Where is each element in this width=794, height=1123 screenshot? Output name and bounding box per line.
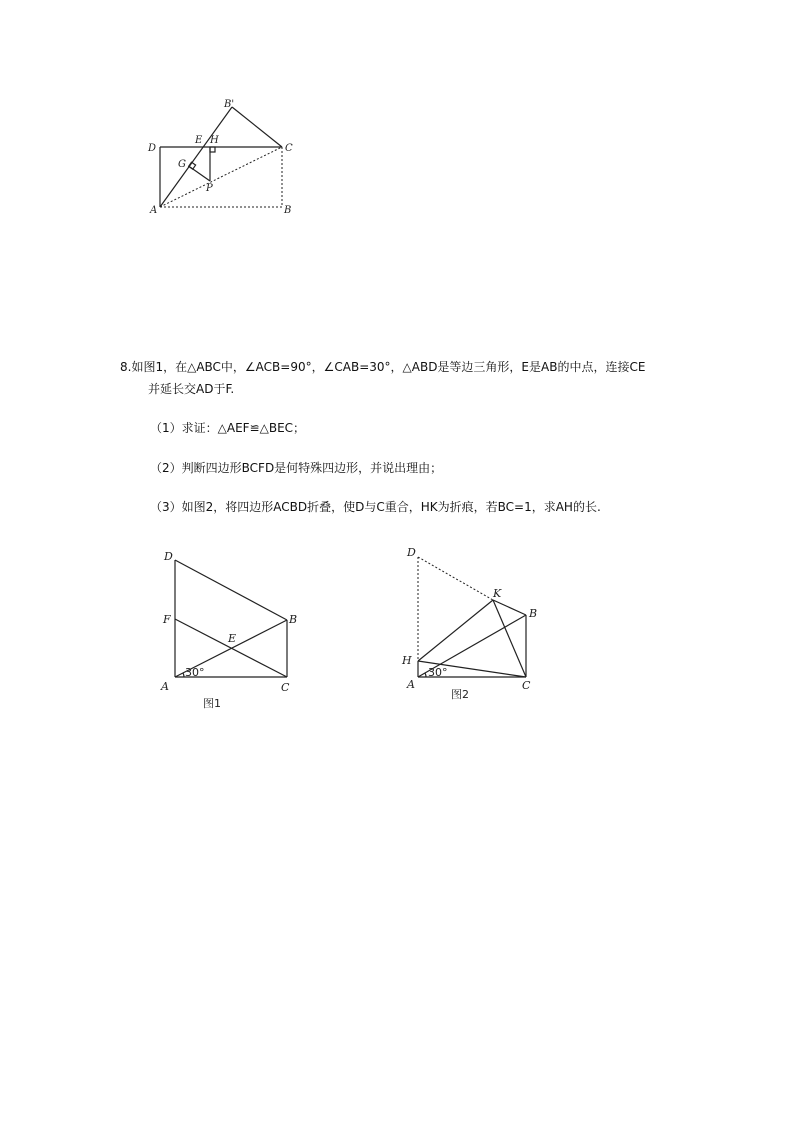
segment-dk-dotted — [418, 557, 493, 600]
point-label-c: C — [522, 679, 531, 692]
point-label-h: H — [402, 654, 412, 667]
angle-label-30: 30° — [428, 666, 448, 679]
point-label-a: A — [150, 205, 158, 216]
point-label-b: B — [284, 205, 292, 216]
segment-kc — [493, 600, 526, 677]
question-stem-line1 — [120, 357, 645, 377]
figure-1-caption: 图1 — [203, 697, 221, 710]
question-stem-line2: 并延长交AD于F. — [148, 382, 235, 396]
point-label-g: G — [178, 159, 186, 170]
point-label-d: D — [407, 546, 416, 559]
point-label-d: D — [148, 143, 157, 154]
question-part1: （1）求证：△AEF≌△BEC； — [150, 421, 306, 435]
question-number: 8. — [120, 360, 132, 374]
segment-ab-prime — [160, 107, 232, 207]
figure-2-caption: 图2 — [451, 688, 469, 701]
point-label-b: B — [289, 613, 298, 626]
question-stem: 如图1，在△ABC中，∠ACB=90°，∠CAB=30°，△ABD是等边三角形，E是AB的中点，连接CE — [131, 360, 646, 374]
question-part3: （3）如图2，将四边形ACBD折叠，使D与C重合，HK为折痕，若BC=1，求AH的长. — [150, 500, 601, 514]
point-label-c: C — [281, 681, 290, 694]
segment-ac-dotted — [160, 147, 282, 207]
segment-hk — [418, 600, 493, 661]
right-angle-h — [210, 147, 215, 152]
point-label-b: B — [529, 607, 538, 620]
question-part2: （2）判断四边形BCFD是何特殊四边形，并说出理由； — [150, 461, 443, 475]
point-label-e: E — [195, 135, 203, 146]
point-label-k: K — [493, 587, 502, 600]
point-label-p: P — [206, 183, 213, 194]
top-geometry-figure — [140, 95, 310, 220]
figure-2 — [398, 540, 543, 708]
angle-label-30: 30° — [185, 666, 205, 679]
point-label-b-prime: B' — [224, 99, 235, 110]
point-label-h: H — [210, 135, 219, 146]
point-label-a: A — [161, 680, 169, 693]
point-label-a: A — [407, 678, 415, 691]
segment-db — [175, 560, 287, 620]
right-angle-g — [189, 162, 196, 169]
point-label-e: E — [228, 632, 237, 645]
point-label-f: F — [163, 613, 171, 626]
point-label-d: D — [164, 550, 173, 563]
point-label-c: C — [285, 143, 293, 154]
figure-1 — [158, 545, 308, 713]
segment-b-prime-c — [232, 107, 282, 147]
